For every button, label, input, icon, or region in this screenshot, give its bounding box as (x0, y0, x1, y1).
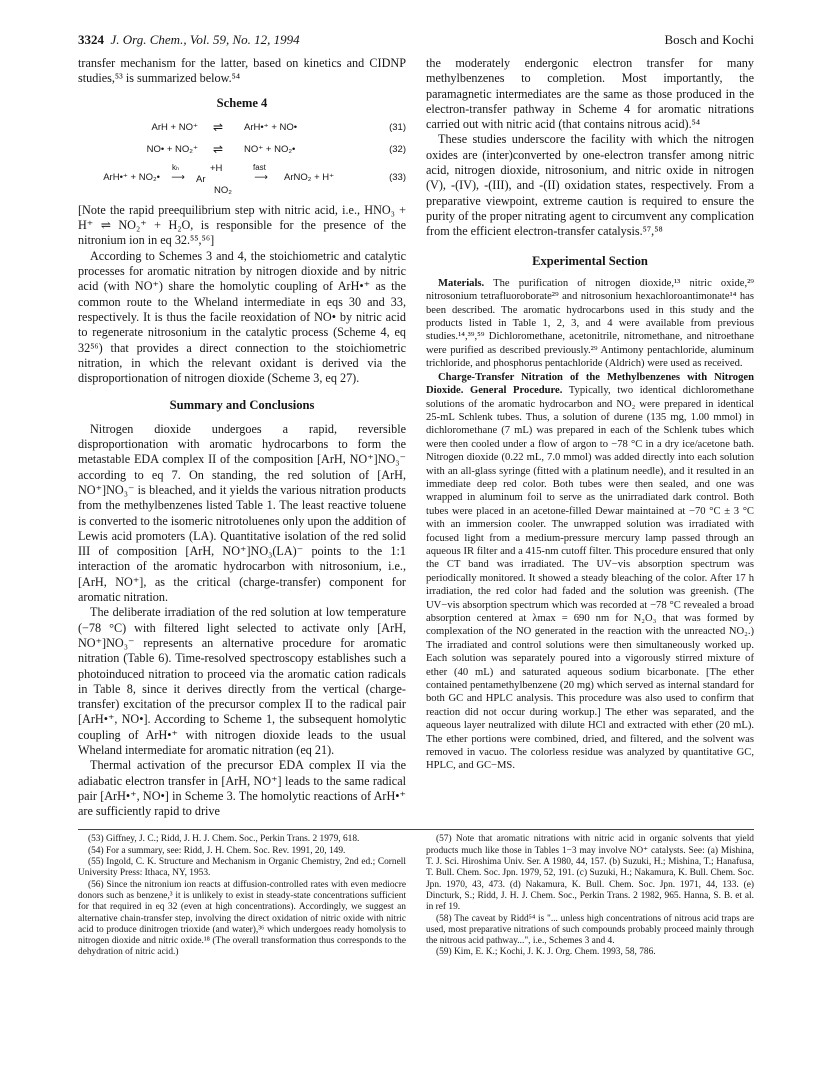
summary-paragraph-2: The deliberate irradiation of the red solution at low temperature (−78 °C) with filtered light selected to activate only [ArH, NO⁺]NO₃⁻ represents an alternative procedure for aromatic nitration (Table 6). Time-resolved spectroscopy establishes such a photoinduced nitration to proceed via the aromatic cation radicals in Table 8, since it derives directly from the vertical (charge-transfer) excitation of the precursor complex II to the radical pair [ArH•⁺, NO•]. According to Scheme 1, the subsequent homolytic coupling of ArH•⁺ with nitrogen dioxide leads to the usual Wheland intermediate for aromatic nitration (eq 21). (78, 605, 406, 757)
eq33-lhs: ArH•⁺ + NO₂• (103, 172, 160, 184)
eq32-rhs: NO⁺ + NO₂• (244, 144, 296, 156)
eq32-number: (32) (389, 144, 406, 156)
materials-lead: Materials. (438, 277, 485, 289)
experimental-heading: Experimental Section (532, 253, 648, 268)
summary-heading: Summary and Conclusions (169, 398, 315, 413)
rapid-preequilibrium-note: [Note the rapid preequilibrium step with nitric acid, i.e., HNO₃ + H⁺ ⇌ NO₂⁺ + H₂O, is responsible for the presence of the nitronium ion in eq 32.⁵⁵,⁵⁶] (78, 202, 406, 248)
footnote-57: (57) Note that aromatic nitrations with nitric acid in organic solvents that yield products much like those in Tables 1−3 may involve NO⁺ catalysts. See: (a) Mishina, T. J. Sci. Hiroshima Univ. Ser. A 1980, 44, 157. (b) Suzuki, H.; Mishina, T.; Hanafusa, T. Bull. Chem. Soc. Jpn. 1979, 52, 191. (c) Suzuki, H.; Nakamura, K. Bull. Chem. Soc. Jpn. 1970, 43, 473. (d) Nakamura, K. Bull. Chem. Soc. Jpn. 1971, 44, 133. (e) Dincturk, S.; Ridd, J. H. J. Chem. Soc., Perkin Trans. 2 1982, 965. Hanna, S. B. et al. in ref 19. (426, 834, 754, 913)
materials-paragraph (426, 277, 754, 371)
equation-31 (78, 117, 406, 139)
footnote-55: (55) Ingold, C. K. Structure and Mechanism in Organic Chemistry, 2nd ed.; Cornell University Press: Ithaca, NY, 1953. (78, 857, 406, 879)
footnotes-right (426, 834, 754, 958)
summary-paragraph-3: Thermal activation of the precursor EDA complex II via the adiabatic electron transfer in [ArH, NO⁺] leads to the same radical pair [ArH•⁺, NO•] in Scheme 3. The homolytic reactions of ArH•⁺ are sufficiently rapid to drive (78, 758, 406, 819)
footnote-53: (53) Giffney, J. C.; Ridd, J. H. J. Chem. Soc., Perkin Trans. 2 1979, 618. (88, 834, 360, 845)
materials-text: The purification of nitrogen dioxide,¹³ nitric oxide,²⁹ nitrosonium tetrafluoroborate²⁹ and nitrosonium hexachloroantimonate¹⁴ has been described. The aromatic hydrocarbons used in this study and the products listed in Table 1, 2, 3, and 4 were available from previous studies.¹⁴,³⁹,⁵⁹ Dichloromethane, acetonitrile, nitromethane, and nitroethane were purified as described previously.²⁹ Antimony pentachloride, aluminum trichloride, and phosphorus pentachloride (Aldrich) were used as received. (426, 277, 754, 370)
running-header (78, 32, 754, 48)
eq33-first-arrow (160, 163, 196, 185)
footnote-59: (59) Kim, E. K.; Kochi, J. K. J. Org. Chem. 1993, 58, 786. (436, 947, 656, 958)
equation-32 (78, 139, 406, 161)
procedure-paragraph (426, 371, 754, 773)
eq33-fast-label: fast (253, 163, 266, 173)
equilibrium-arrow-icon: ⇌ (212, 142, 224, 157)
equation-33 (78, 161, 406, 195)
left-column (78, 56, 406, 819)
scheme-title: Scheme 4 (216, 95, 268, 110)
volume-info: Vol. 59, No. 12, 1994 (189, 32, 300, 47)
schemes-paragraph: According to Schemes 3 and 4, the stoichiometric and catalytic processes for aromatic nitration by nitrogen dioxide and by nitric acid (with NO⁺) share the homolytic coupling of ArH•⁺ as the common route to the Wheland intermediate in eqs 30 and 33, respectively. It is thus the facile reoxidation of NO• by nitric acid to regenerate nitrosonium in the catalytic process (Scheme 4, eq 32⁵⁶) that provides a direct connection to the stoichiometric nitration, in which the relevant oxidant is derived via the disproportionation of nitrogen dioxide (Scheme 3, eq 27). (78, 248, 406, 386)
reaction-arrow-icon: ⟶ (254, 172, 268, 184)
journal-name: J. Org. Chem., (110, 32, 187, 47)
reaction-arrow-icon: ⟶ (171, 172, 185, 184)
footnotes (78, 834, 754, 958)
procedure-text: Typically, two identical dichloromethane solutions of the aromatic hydrocarbon and NO₂ were prepared in identical 25-mL Schlenk tubes. Thus, a solution of durene (135 mg, 1.00 mmol) in dichloromethane (7 mL) was prepared in each of the Schlenk tubes which were then cooled under a flow of argon to −78 °C in a dry ice/acetone bath. Nitrogen dioxide (0.22 mL, 7.0 mmol) was added directly into each solution with an all-glass syringe (fitted with a platinum needle), and it resulted in an immediate deep red color. Both tubes were then sealed, and one was wrapped in aluminum foil to serve as the unirradiated dark control. Both tubes were placed in an acetone-filled Dewar maintained at −70 °C ± 3 °C with an immersion cooler. The unwrapped solution was irradiated with focused light from a medium-pressure mercury lamp passed through an aqueous IR filter and a 415-nm cutoff filter. This procedure ensured that only the CT band was irradiated. The UV−vis absorption spectrum was periodically monitored. It showed a steady bleaching of the color. After 17 h irradiation, the red color had faded and the solution was greenish. (The UV−vis absorption spectrum which was recorded at −78 °C revealed a broad absorption centered at λmax = 690 nm for N₂O₃ that was formed by complexation of the NO generated in the reaction with the unreacted NO₂.) The irradiated and control solutions were then simultaneously worked up. Each solution was separately poured into a vigorously stirred mixture of ether (40 mL) and saturated aqueous sodium bicarbonate. [The ether contained pentamethylbenzene (20 mg) which served as internal standard for both GC and HPLC analysis. This procedure was also used to confirm that reaction did not occur during workup.] The ether was separated, and the aqueous layer neutralized with dilute HCl and extracted with ether (20 mL). The ether portions were combined, dried, and filtered, and the solvent was removed in vacuo. The colorless residue was analyzed by quantitative GC, HPLC, and GC−MS. (426, 385, 754, 772)
equilibrium-arrow-icon: ⇌ (212, 120, 224, 135)
footnote-rule (78, 829, 754, 830)
experimental-body (426, 277, 754, 773)
summary-paragraph-1: Nitrogen dioxide undergoes a rapid, reversible disproportionation with aromatic hydrocarbons to form the metastable EDA complex II of the composition [ArH, NO⁺]NO₃⁻ according to eq 7. On standing, the red solution of [ArH, NO⁺]NO₃⁻ is bleached, and it yields the various nitration products from the methylbenzenes listed Table 1. The least reactive toluene is converted to the isomeric nitrotoluenes only upon the addition of Lewis acid promoters (LA). Quantitative isolation of the red solid III of composition [ArH, NO⁺]NO₃(LA)⁻ points to the 1:1 interaction of the aromatic hydrocarbon with nitrosonium, i.e., [ArH, NO⁺], as the critical (charge-transfer) component for aromatic nitration. (78, 421, 406, 605)
intro-paragraph: transfer mechanism for the latter, based on kinetics and CIDNP studies,⁵³ is summarized below.⁵⁴ (78, 56, 406, 86)
footnote-58: (58) The caveat by Ridd⁵⁴ is "... unless high concentrations of nitrous acid traps are used, most preparative nitrations of such compounds probably proceed mainly through the nitrous acid pathway...", i.e., Schemes 3 and 4. (426, 913, 754, 947)
footnote-54: (54) For a summary, see: Ridd, J. H. Chem. Soc. Rev. 1991, 20, 149. (88, 845, 346, 856)
header-authors: Bosch and Kochi (664, 32, 754, 47)
body-columns (78, 56, 754, 819)
eq32-lhs: NO• + NO₂⁺ (146, 144, 198, 156)
right-column (426, 56, 754, 819)
continuation-paragraph: the moderately endergonic electron transfer for many methylbenzenes to completion. Most importantly, the paramagnetic intermediates are the same as those produced in the electron-transfer pathway in Scheme 4 for aromatic nitrations carried out with nitric acid (that contains nitrous acid).⁵⁴ (426, 56, 754, 132)
header-citation (78, 32, 300, 48)
journal-page (78, 32, 754, 959)
footnote-56: (56) Since the nitronium ion reacts at diffusion-controlled rates with even mediocre donors such as benzene,³ it is unlikely to exist in steady-state concentrations sufficient for that required in eq 32 (even at high concentrations). Accordingly, we suggest an alternative chain-transfer step, involving the direct oxidation of nitric oxide with nitric acid to produce dinitrogen trioxide (and water),³⁶ which undergoes ready homolysis to nitrogen dioxide and nitric oxide.¹⁸ (The overall transformation thus corresponds to the dehydration of nitric acid.) (78, 879, 406, 958)
procedure-lead: Charge-Transfer Nitration of the Methylbenzenes with Nitrogen Dioxide. General Procedure. (426, 371, 754, 397)
wheland-intermediate (196, 161, 244, 195)
wheland-ar: Ar (196, 173, 206, 185)
wheland-no2: NO₂ (214, 184, 232, 196)
footnotes-left (78, 834, 406, 958)
conclusion-paragraph: These studies underscore the facility with which the nitrogen oxides are (inter)converted by one-electron transfer among nitric acid, nitrogen dioxide, nitrosonium, and nitric oxide in nitrogen (V), -(IV), -(III), and -(II) oxidation states, respectively. From a preparative viewpoint, extreme caution is required to ensure the purity of the proper nitrating agent to circumvent any complication from the efficient electron-transfer catalysis.⁵⁷,⁵⁸ (426, 132, 754, 239)
eq31-lhs: ArH + NO⁺ (151, 122, 198, 134)
eq33-second-arrow (244, 163, 278, 185)
eq33-number: (33) (389, 172, 406, 184)
eq31-number: (31) (389, 122, 406, 134)
page-number: 3324 (78, 32, 104, 47)
eq31-rhs: ArH•⁺ + NO• (244, 122, 298, 134)
eq33-rate-constant: kₕ (172, 163, 180, 173)
eq33-rhs: ArNO₂ + H⁺ (284, 172, 335, 184)
wheland-h: +H (210, 162, 223, 174)
